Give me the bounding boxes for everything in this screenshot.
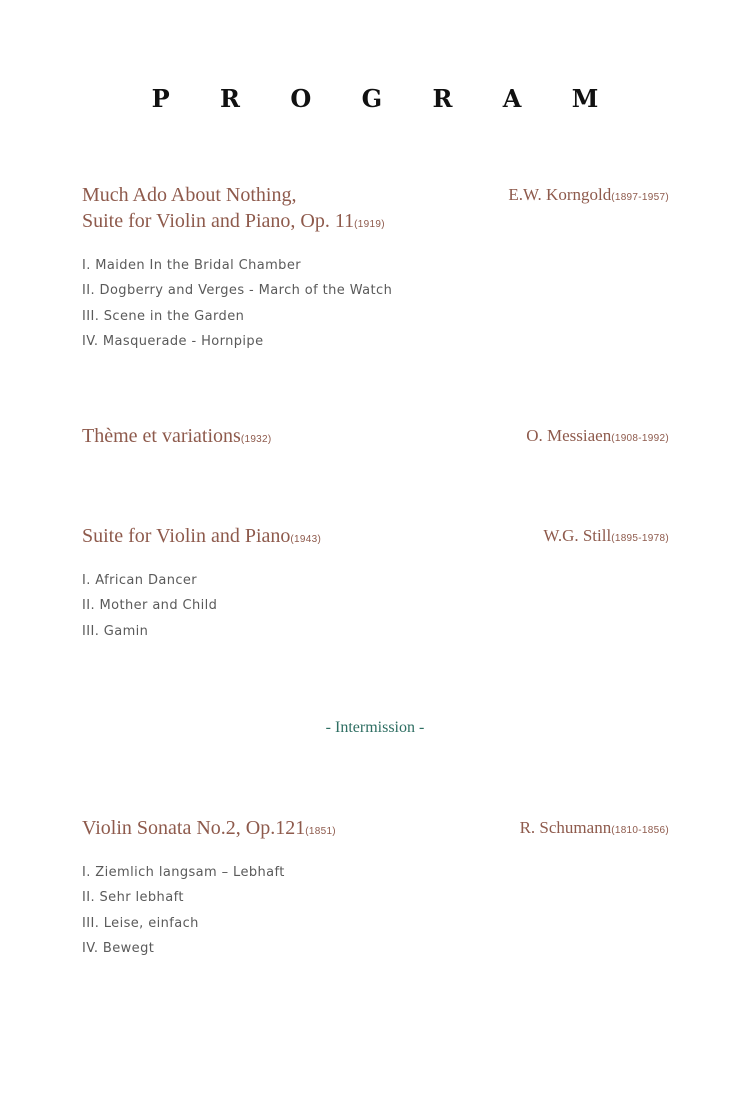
intermission-label: - Intermission - [325, 719, 425, 736]
piece-title-text: Suite for Violin and Piano, Op. 11 [82, 210, 355, 232]
program-piece-schumann [82, 815, 669, 961]
movement-list [82, 568, 669, 644]
composer-name: O. Messiaen [526, 426, 612, 445]
movement-item: III. Scene in the Garden [82, 308, 245, 324]
composer-name: W.G. Still [543, 526, 612, 545]
piece-header [82, 523, 669, 553]
piece-year: (1932) [240, 434, 272, 445]
piece-year: (1919) [354, 219, 385, 230]
movement-item: I. African Dancer [82, 573, 198, 588]
composer [543, 523, 669, 549]
page-title: P R O G R A M [151, 84, 620, 113]
movement-item: III. Leise, einfach [82, 915, 199, 931]
movement-item: IV. Bewegt [82, 940, 155, 956]
movement-list [82, 253, 669, 354]
movement-item: I. Ziemlich langsam – Lebhaft [82, 865, 285, 880]
piece-title-text: Violin Sonata No.2, Op.121 [82, 817, 306, 839]
piece-title-text: Suite for Violin and Piano [82, 525, 291, 547]
program-piece-still [82, 523, 669, 644]
piece-year: (1851) [305, 826, 336, 837]
composer-name: E.W. Korngold [508, 185, 612, 204]
movement-item: I. Maiden In the Bridal Chamber [82, 258, 301, 273]
movement-item: IV. Masquerade - Hornpipe [82, 333, 264, 349]
composer [508, 182, 669, 208]
piece-title-line2 [82, 208, 669, 238]
program-piece-messiaen [82, 423, 669, 453]
piece-header [82, 423, 669, 453]
composer [526, 423, 669, 449]
movement-item: II. Mother and Child [82, 598, 218, 614]
movement-item: II. Dogberry and Verges - March of the Watch [82, 283, 393, 299]
movement-item: III. Gamin [82, 623, 149, 639]
piece-title-line1: Much Ado About Nothing, [82, 184, 297, 206]
composer-years: (1810-1856) [611, 825, 669, 836]
composer-years: (1895-1978) [611, 533, 669, 544]
composer-years: (1897-1957) [611, 192, 669, 203]
piece-year: (1943) [290, 534, 322, 545]
composer [520, 815, 669, 841]
piece-title-text: Thème et variations [82, 425, 241, 447]
composer-name: R. Schumann [519, 818, 612, 837]
piece-header [82, 182, 669, 238]
movement-list [82, 860, 669, 961]
movement-item: II. Sehr lebhaft [82, 890, 184, 906]
composer-years: (1908-1992) [611, 433, 669, 444]
program-piece-korngold [82, 182, 669, 354]
piece-header [82, 815, 669, 845]
